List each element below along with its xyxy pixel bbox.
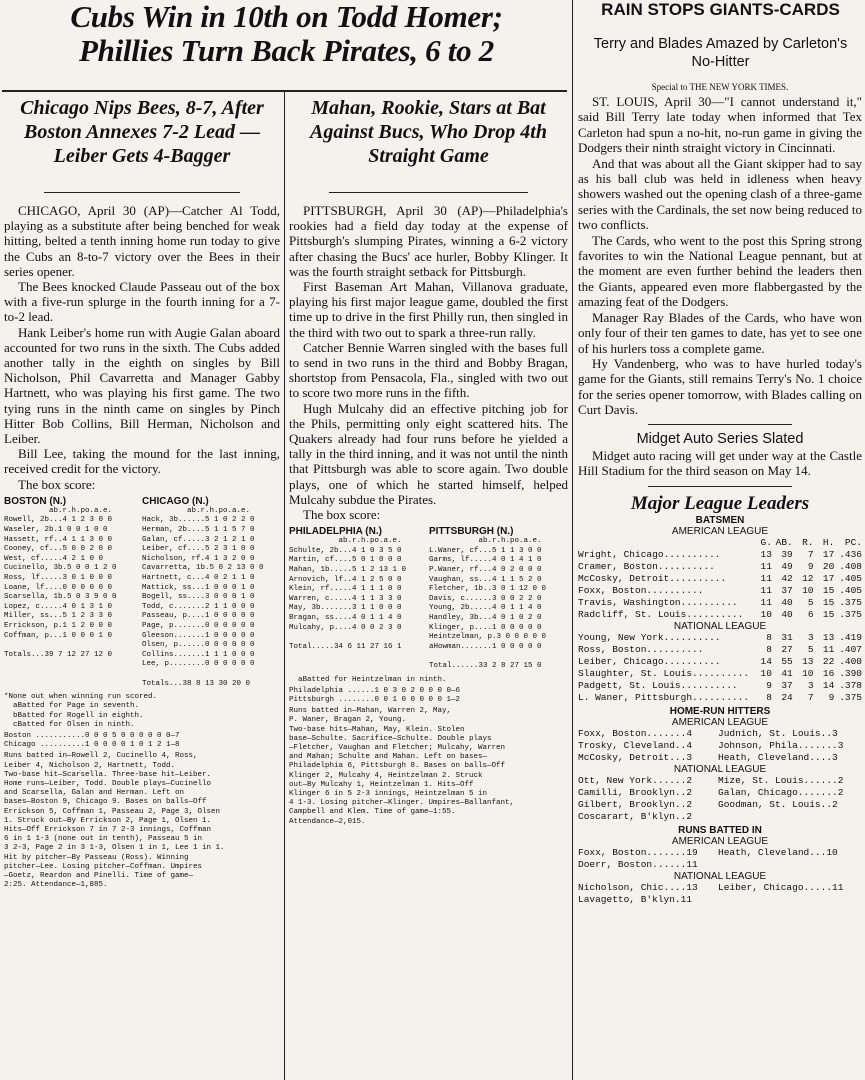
midget-article bbox=[578, 448, 862, 478]
phillies-line-score: Philadelphia ......1 0 3 0 2 0 0 0 0—6 Pittsburgh ........0 0 1 0 0 0 0 0 1—2 bbox=[289, 686, 461, 704]
leader-entry: Leiber, Chicago.....11 bbox=[718, 881, 844, 893]
batsman-stat: 13 bbox=[760, 548, 772, 560]
nl-batsmen-table bbox=[578, 632, 862, 704]
batsman-stat: .375 bbox=[839, 596, 862, 608]
batsman-stat: 40 bbox=[781, 596, 793, 608]
batsman-stat: 8 bbox=[766, 691, 772, 703]
cubs-column bbox=[4, 96, 280, 1080]
phillies-article bbox=[289, 203, 568, 522]
cubs-paragraph: Bill Lee, taking the mound for the last inning, received credit for the victory. bbox=[4, 446, 280, 477]
batsman-stat: 9 bbox=[828, 691, 835, 703]
batsman-name: Young, New York.......... bbox=[578, 631, 721, 643]
batsman-stat: 11 bbox=[760, 596, 772, 608]
batsman-stat: 3 bbox=[807, 631, 814, 643]
leader-pair-row bbox=[578, 882, 862, 894]
leader-entry: Foxx, Boston.......4 bbox=[578, 727, 693, 739]
leader-entry: Heath, Cleveland....3 bbox=[718, 751, 838, 763]
rbi-al-label: AMERICAN LEAGUE bbox=[671, 835, 769, 847]
leader-entry: Camilli, Brooklyn..2 bbox=[578, 786, 693, 798]
batsman-stat: .375 bbox=[839, 691, 862, 703]
batsman-row bbox=[578, 632, 862, 644]
leader-entry: Johnson, Phila.......3 bbox=[718, 739, 844, 751]
giants-paragraph: Manager Ray Blades of the Cards, who have won only four of their ten games to date, has yet to see one of his hurlers toss a complete game. bbox=[578, 309, 862, 356]
batsman-stat: 49 bbox=[781, 560, 793, 572]
cubs-box-score bbox=[4, 496, 280, 689]
leader-pair-row bbox=[578, 894, 862, 906]
phillies-box-notes: aBatted for Heintzelman in ninth. bbox=[289, 675, 447, 684]
cubs-paragraph: The Bees knocked Claude Passeau out of the box with a five-run splurge in the fourth inning for a 7-to-2 lead. bbox=[4, 279, 280, 325]
batsman-stat: 3 bbox=[807, 679, 814, 691]
batsman-stat: 5 bbox=[807, 643, 814, 655]
cubs-away-team: BOSTON (N.) bbox=[4, 495, 67, 507]
batsman-stat: 22 bbox=[822, 655, 835, 667]
phillies-box-label: The box score: bbox=[303, 507, 381, 523]
phillies-summary: Runs batted in—Mahan, Warren 2, May, P. Waner, Bragan 2, Young. Two-base hits—Mahan, May, Klein. Stolen base—Schulte. Sacrifice—Schulte. Double plays —Fletcher, Vaughan and Fletcher; Mulcahy, Warren and Mahan; Schulte and Mahan. Left on bases— Philadelphia 6, Pittsburgh 8. Bases on balls—Off Klinger 2, Mulcahy 4, Heintzelman 2. Struck out—By Mulcahy 1, Heintzelman 1. Hits—Off Klinger 6 in 5 2-3 innings, Heintzelman 5 in 4 1-3. Losing pitcher—Klinger. Umpires—Ballanfant, Campbell and Klem. Time of game—1:55. Attendance—2,015. bbox=[289, 707, 515, 826]
leader-pair-row bbox=[578, 740, 862, 752]
leader-entry: Lavagetto, B'klyn.11 bbox=[578, 893, 693, 905]
giants-paragraph: ST. LOUIS, April 30—"I cannot understand it," said Bill Terry late today when informed that Tex Carleton had spun a no-hit, no-run game in giving the Dodgers their ninth straight victory in Cincinnati. bbox=[578, 94, 862, 156]
cubs-summary: Runs batted in—Rowell 2, Cucinello 4, Ross, Leiber 4, Nicholson 2, Hartnett, Todd. Two-base hit—Scarsella. Three-base hit—Leiber. Home runs—Leiber, Todd. Double plays—Cucinello and Scarsella, Galan and Herman. Left on bases—Boston 9, Chicago 9. Bases on balls—Off Errickson 5, Coffman 1, Passeau 2, Page 3, Olsen 1. Struck out—By Errickson 2, Page 1, Olsen 1. Hits—Off Errickson 7 in 7 2-3 innings, Coffman 6 in 1 1-3 (none out in tenth), Passeau 5 in 3 2-3, Page 2 in 3 1-3, Olsen 1 in 1, Lee 1 in 1. Hit by pitcher—By Passeau (Ross). Winning pitcher—Lee. Losing pitcher—Coffman. Umpires —Goetz, Reardon and Pinelli. Time of game— 2:25. Attendance—1,885. bbox=[4, 752, 225, 890]
batsman-stat: 13 bbox=[802, 655, 814, 667]
giants-credit: Special to THE NEW YORK TIMES. bbox=[651, 82, 789, 92]
batsman-stat: 7 bbox=[807, 548, 814, 560]
batsman-stat: .390 bbox=[839, 667, 862, 679]
leader-entry: Trosky, Cleveland..4 bbox=[578, 739, 693, 751]
leader-pair-row bbox=[578, 752, 862, 764]
leader-entry bbox=[718, 894, 858, 906]
leader-entry bbox=[718, 859, 858, 871]
phillies-home-box: ab.r.h.po.a.e. L.Waner, cf...5 1 1 3 0 0 Garms, lf.....4 0 1 4 1 0 P.Waner, rf...4 0 2 0 0 0 Vaughan, ss...4 1 1 5 2 0 Fletcher, 1b..3 0 1 12 0 0 Davis, c......3 0 0 2 2 0 Young, 2b.....4 0 1 1 4 0 Handley, 3b...4 0 1 0 2 0 Klinger, p....1 0 0 0 0 0 Heintzelman, p.3 0 0 0 0 0 aHowman.......1 0 0 0 0 0 Total......33 2 8 27 15 0 bbox=[429, 537, 547, 670]
batsman-stat: 7 bbox=[807, 691, 814, 703]
nl-label: NATIONAL LEAGUE bbox=[673, 620, 767, 632]
batsman-stat: 10 bbox=[760, 608, 772, 620]
leader-entry: Judnich, St. Louis..3 bbox=[718, 727, 838, 739]
phillies-subhead-rule bbox=[329, 192, 528, 193]
midget-rule bbox=[648, 424, 792, 425]
giants-title: RAIN STOPS GIANTS-CARDS bbox=[601, 0, 840, 19]
batsman-row bbox=[578, 609, 862, 621]
col-ab: AB. bbox=[775, 536, 793, 548]
cubs-home-box: ab.r.h.po.a.e. Hack, 3b......5 1 0 2 2 0 Herman, 2b....5 1 1 5 7 0 Galan, cf.....3 2 1 2 1 0 Leiber, cf....5 2 3 1 0 0 Nicholson, rf.4 1 3 2 0 0 Cavarretta, 1b.5 0 2 13 0 0 Hartnett, c...4 0 2 1 1 0 Mattick, ss...1 0 0 0 1 0 Bogell, ss....3 0 0 0 1 0 Todd, c.......2 1 1 0 0 0 Passeau, p....1 0 0 0 0 0 Page, p.......0 0 0 0 0 0 Gleeson.......1 0 0 0 0 0 Olsen, p......0 0 0 0 0 0 Collins.......1 1 1 0 0 0 Lee, p........0 0 0 0 0 0 Totals...38 8 13 30 20 0 bbox=[142, 506, 264, 688]
batsman-stat: 11 bbox=[822, 643, 835, 655]
column-divider-1 bbox=[284, 92, 285, 1080]
column-divider-2 bbox=[572, 0, 573, 1080]
giants-subtitle: Terry and Blades Amazed by Carleton's No-Hitter bbox=[593, 36, 848, 70]
cubs-paragraph: CHICAGO, April 30 (AP)—Catcher Al Todd, playing as a substitute after being benched for weak hitting, belted a tenth inning home run today to give the Cubs an 8-to-7 victory over the Bees in their series opener. bbox=[4, 203, 280, 279]
hr-al-label: AMERICAN LEAGUE bbox=[671, 716, 769, 728]
batsman-stat: 31 bbox=[781, 631, 793, 643]
cubs-article bbox=[4, 203, 280, 492]
batsman-stat: 15 bbox=[822, 584, 835, 596]
rbi-al-table bbox=[578, 847, 862, 871]
batsmen-label: BATSMEN bbox=[695, 514, 745, 526]
batsman-stat: 11 bbox=[760, 584, 772, 596]
rbi-nl-label: NATIONAL LEAGUE bbox=[673, 870, 767, 882]
batsman-row bbox=[578, 549, 862, 561]
batsman-stat: 27 bbox=[781, 643, 793, 655]
batsman-stat: .407 bbox=[839, 643, 862, 655]
batsman-stat: 41 bbox=[781, 667, 793, 679]
batsman-row bbox=[578, 656, 862, 668]
giants-paragraph: Hy Vandenberg, who was to have hurled today's game for the Giants, still remains Terry's No. 1 choice for the series opener tomorrow, with Blades calling on Curt Davis. bbox=[578, 355, 862, 418]
batsman-stat: 17 bbox=[822, 548, 835, 560]
batsman-name: Padgett, St. Louis.......... bbox=[578, 679, 738, 691]
leader-entry bbox=[718, 811, 858, 823]
batsman-stat: 14 bbox=[760, 655, 772, 667]
leader-entry: Foxx, Boston.......19 bbox=[578, 846, 698, 858]
leader-entry: Mize, St. Louis......2 bbox=[718, 774, 844, 786]
headline-line-2: Phillies Turn Back Pirates, 6 to 2 bbox=[79, 33, 494, 68]
batsman-stat: 12 bbox=[802, 572, 814, 584]
hr-nl-label: NATIONAL LEAGUE bbox=[673, 763, 767, 775]
giants-paragraph: And that was about all the Giant skipper had to say as his ball club was held in idleness when heavy showers washed out the opening clash of a three-game series with the Cardinals, the set now being reduced to two conflicts. bbox=[578, 155, 862, 233]
leader-pair-row bbox=[578, 859, 862, 871]
batsman-stat: 37 bbox=[781, 584, 793, 596]
batsman-stat: .408 bbox=[839, 560, 862, 572]
batsman-name: McCosky, Detroit.......... bbox=[578, 572, 727, 584]
leaders-rule bbox=[648, 486, 792, 487]
leader-pair-row bbox=[578, 775, 862, 787]
batsman-stat: 9 bbox=[807, 560, 814, 572]
batsman-row bbox=[578, 597, 862, 609]
cubs-box-label: The box score: bbox=[18, 476, 96, 492]
batsman-name: Wright, Chicago.......... bbox=[578, 548, 721, 560]
cubs-paragraph: Hank Leiber's home run with Augie Galan aboard accounted for two runs in the sixth. The Cubs added another tally in the eighth on singles by Bill Nicholson, Phil Cavarretta and Manager Gabby Hartnett, who was playing his first game. The two tying runs in the ninth came on singles by Pinch Hitter Bob Collins, Bill Herman, Nicholson and Leiber. bbox=[4, 324, 280, 447]
batsman-stat: 55 bbox=[781, 655, 793, 667]
batsman-stat: 8 bbox=[766, 643, 772, 655]
batsman-stat: 42 bbox=[781, 572, 793, 584]
batsman-stat: 37 bbox=[781, 679, 793, 691]
col-r: R. bbox=[802, 536, 814, 548]
phillies-subhead: Mahan, Rookie, Stars at Bat Against Bucs, Who Drop 4th Straight Game bbox=[310, 97, 547, 167]
batsman-row bbox=[578, 680, 862, 692]
phillies-home-team: PITTSBURGH (N.) bbox=[429, 526, 514, 538]
midget-text: Midget auto racing will get under way at the Castle Hill Stadium for the third season on May 14. bbox=[578, 447, 862, 478]
batsman-stat: 9 bbox=[766, 679, 772, 691]
batsman-name: Leiber, Chicago.......... bbox=[578, 655, 721, 667]
hr-al-table bbox=[578, 728, 862, 764]
batsman-stat: 10 bbox=[802, 667, 814, 679]
batsman-stat: .400 bbox=[839, 655, 862, 667]
midget-headline: Midget Auto Series Slated bbox=[636, 430, 804, 447]
hr-nl-table bbox=[578, 775, 862, 823]
phillies-paragraph: PITTSBURGH, April 30 (AP)—Philadelphia's rookies had a field day today at the expense of Pittsburgh's slumping Pirates, winning a 6-2 victory after chasing the Bucs' ace hurler, Bobby Klinger. It was the fourth straight setback for Pittsburgh. bbox=[289, 203, 568, 279]
col-g: G. bbox=[760, 536, 772, 548]
batsman-name: Cramer, Boston.......... bbox=[578, 560, 715, 572]
batsman-stat: .405 bbox=[839, 572, 862, 584]
batsman-row bbox=[578, 585, 862, 597]
al-label: AMERICAN LEAGUE bbox=[671, 525, 769, 537]
batsman-name: Ross, Boston.......... bbox=[578, 643, 704, 655]
leader-pair-row bbox=[578, 847, 862, 859]
batsman-stat: .405 bbox=[839, 584, 862, 596]
cubs-box-notes: *None out when winning run scored. aBatted for Page in seventh. bBatted for Rogell in eighth. cBatted for Olsen in ninth. bbox=[4, 693, 158, 729]
cubs-subhead: Chicago Nips Bees, 8-7, After Boston Annexes 7-2 Lead —Leiber Gets 4-Bagger bbox=[20, 97, 264, 167]
rbi-nl-table bbox=[578, 882, 862, 906]
col-h: H. bbox=[822, 536, 835, 548]
batsman-stat: .378 bbox=[839, 679, 862, 691]
right-column bbox=[578, 82, 862, 1080]
leader-entry: Coscarart, B'klyn..2 bbox=[578, 810, 693, 822]
batsman-name: L. Waner, Pittsburgh.......... bbox=[578, 691, 750, 703]
batsman-stat: 13 bbox=[822, 631, 835, 643]
leader-entry: Doerr, Boston......11 bbox=[578, 858, 698, 870]
hr-label: HOME-RUN HITTERS bbox=[669, 705, 771, 717]
leader-pair-row bbox=[578, 811, 862, 823]
col-pc: PC. bbox=[844, 536, 862, 548]
batsman-name: Foxx, Boston.......... bbox=[578, 584, 704, 596]
batsman-stat: 11 bbox=[760, 560, 772, 572]
cubs-home-team: CHICAGO (N.) bbox=[142, 495, 209, 507]
batsman-stat: 10 bbox=[802, 584, 814, 596]
main-headline bbox=[4, 0, 569, 72]
phillies-box-score bbox=[289, 526, 568, 671]
leader-entry: Ott, New York......2 bbox=[578, 774, 693, 786]
batsman-stat: .436 bbox=[839, 548, 862, 560]
rbi-label: RUNS BATTED IN bbox=[678, 824, 762, 836]
batsman-stat: 17 bbox=[822, 572, 835, 584]
batsman-stat: 10 bbox=[760, 667, 772, 679]
cubs-subhead-rule bbox=[44, 192, 240, 193]
batsman-row bbox=[578, 668, 862, 680]
leader-entry: Galan, Chicago.......2 bbox=[718, 786, 844, 798]
cubs-line-score: Boston ...........0 0 0 5 0 0 0 0 0 0—7 Chicago ..........1 0 0 0 0 1 0 1 2 1—8 bbox=[4, 731, 180, 750]
leader-pair-row bbox=[578, 728, 862, 740]
phillies-paragraph: First Baseman Art Mahan, Villanova graduate, playing his first major league game, doubled the first time up to drive in the first Philly run, then singled in the third with two out to spark a three-run rally. bbox=[289, 279, 568, 340]
batsmen-header-row bbox=[578, 537, 862, 549]
batsman-row bbox=[578, 644, 862, 656]
batsman-stat: 11 bbox=[760, 572, 772, 584]
leader-entry: McCosky, Detroit...3 bbox=[578, 751, 693, 763]
batsman-stat: 39 bbox=[781, 548, 793, 560]
leader-entry: Nicholson, Chic....13 bbox=[578, 881, 698, 893]
batsman-name: Travis, Washington.......... bbox=[578, 596, 738, 608]
phillies-column bbox=[289, 96, 568, 1080]
giants-article bbox=[578, 94, 862, 418]
batsman-stat: 15 bbox=[822, 608, 835, 620]
batsman-name: Radcliff, St. Louis.......... bbox=[578, 608, 744, 620]
batsman-row bbox=[578, 573, 862, 585]
leader-entry: Gilbert, Brooklyn..2 bbox=[578, 798, 693, 810]
leader-pair-row bbox=[578, 799, 862, 811]
phillies-paragraph: Hugh Mulcahy did an effective pitching job for the Phils, permitting only eight scattered hits. The Quakers already had four runs before he yielded a tally in the third inning, and it was not until the ninth that Pittsburgh was able to score again. Two double plays, one of which he started himself, helped Mulcahy subdue the Pirates. bbox=[289, 400, 568, 507]
batsman-stat: 14 bbox=[822, 679, 835, 691]
al-batsmen-table bbox=[578, 549, 862, 621]
leaders-title: Major League Leaders bbox=[630, 492, 810, 514]
headline-line-1: Cubs Win in 10th on Todd Homer; bbox=[70, 0, 503, 34]
batsman-stat: 6 bbox=[807, 608, 814, 620]
batsman-stat: .375 bbox=[839, 608, 862, 620]
cubs-away-box: ab.r.h.po.a.e. Rowell, 2b...4 1 2 3 0 0 Waseler, 2b.1 0 0 1 0 0 Hassett, rf..4 1 1 3 0 0 Cooney, cf...5 0 0 2 0 0 West, cf.....4 2 1 0 0 Cucinello, 3b.5 0 0 1 2 0 Ross, lf.....3 0 1 0 0 0 Loane, lf....0 0 0 0 0 0 Scarsella, 1b.5 0 3 9 0 0 Lopez, c.....4 0 1 3 1 0 Miller, ss...5 1 2 3 3 0 Errickson, p.1 1 2 0 0 0 Coffman, p...1 0 0 0 1 0 Totals...39 7 12 27 12 0 bbox=[4, 506, 117, 659]
phillies-away-box: ab.r.h.po.a.e. Schulte, 2b...4 1 0 3 5 0 Martin, cf....5 0 1 0 0 0 Mahan, 1b.....5 1 2 13 1 0 Arnovich, lf..4 1 2 5 0 0 Klein, rf.....4 1 1 1 0 0 Warren, c.....4 1 1 3 3 0 May, 3b.......3 1 1 0 0 0 Bragan, ss....4 0 1 1 4 0 Mulcahy, p....4 0 0 2 3 0 Total.....34 6 11 27 16 1 bbox=[289, 537, 407, 651]
leader-entry: Goodman, St. Louis..2 bbox=[718, 798, 838, 810]
batsman-name: Slaughter, St. Louis.......... bbox=[578, 667, 750, 679]
leader-pair-row bbox=[578, 787, 862, 799]
batsman-row bbox=[578, 692, 862, 704]
batsman-stat: 15 bbox=[822, 596, 835, 608]
batsman-stat: 40 bbox=[781, 608, 793, 620]
giants-paragraph: The Cards, who went to the post this Spring strong favorites to win the National League pennant, but at the moment are even further behind the leaders then the Giants, appeared even more flabbergasted by the amazing feat of the Dodgers. bbox=[578, 232, 862, 310]
batsman-stat: 16 bbox=[822, 667, 835, 679]
batsman-stat: 5 bbox=[807, 596, 814, 608]
batsman-stat: 20 bbox=[822, 560, 835, 572]
batsman-row bbox=[578, 561, 862, 573]
giants-headline bbox=[578, 0, 863, 70]
phillies-away-team: PHILADELPHIA (N.) bbox=[289, 526, 382, 538]
batsman-stat: 24 bbox=[781, 691, 793, 703]
phillies-paragraph: Catcher Bennie Warren singled with the bases full to send in two runs in the third and Bobby Bragan, shortstop from Pensacola, Fla., singled with two out to score two more runs in the fifth. bbox=[289, 339, 568, 401]
leader-entry: Heath, Cleveland...10 bbox=[718, 846, 838, 858]
batsman-stat: .419 bbox=[839, 631, 862, 643]
batsman-stat: 8 bbox=[766, 631, 772, 643]
